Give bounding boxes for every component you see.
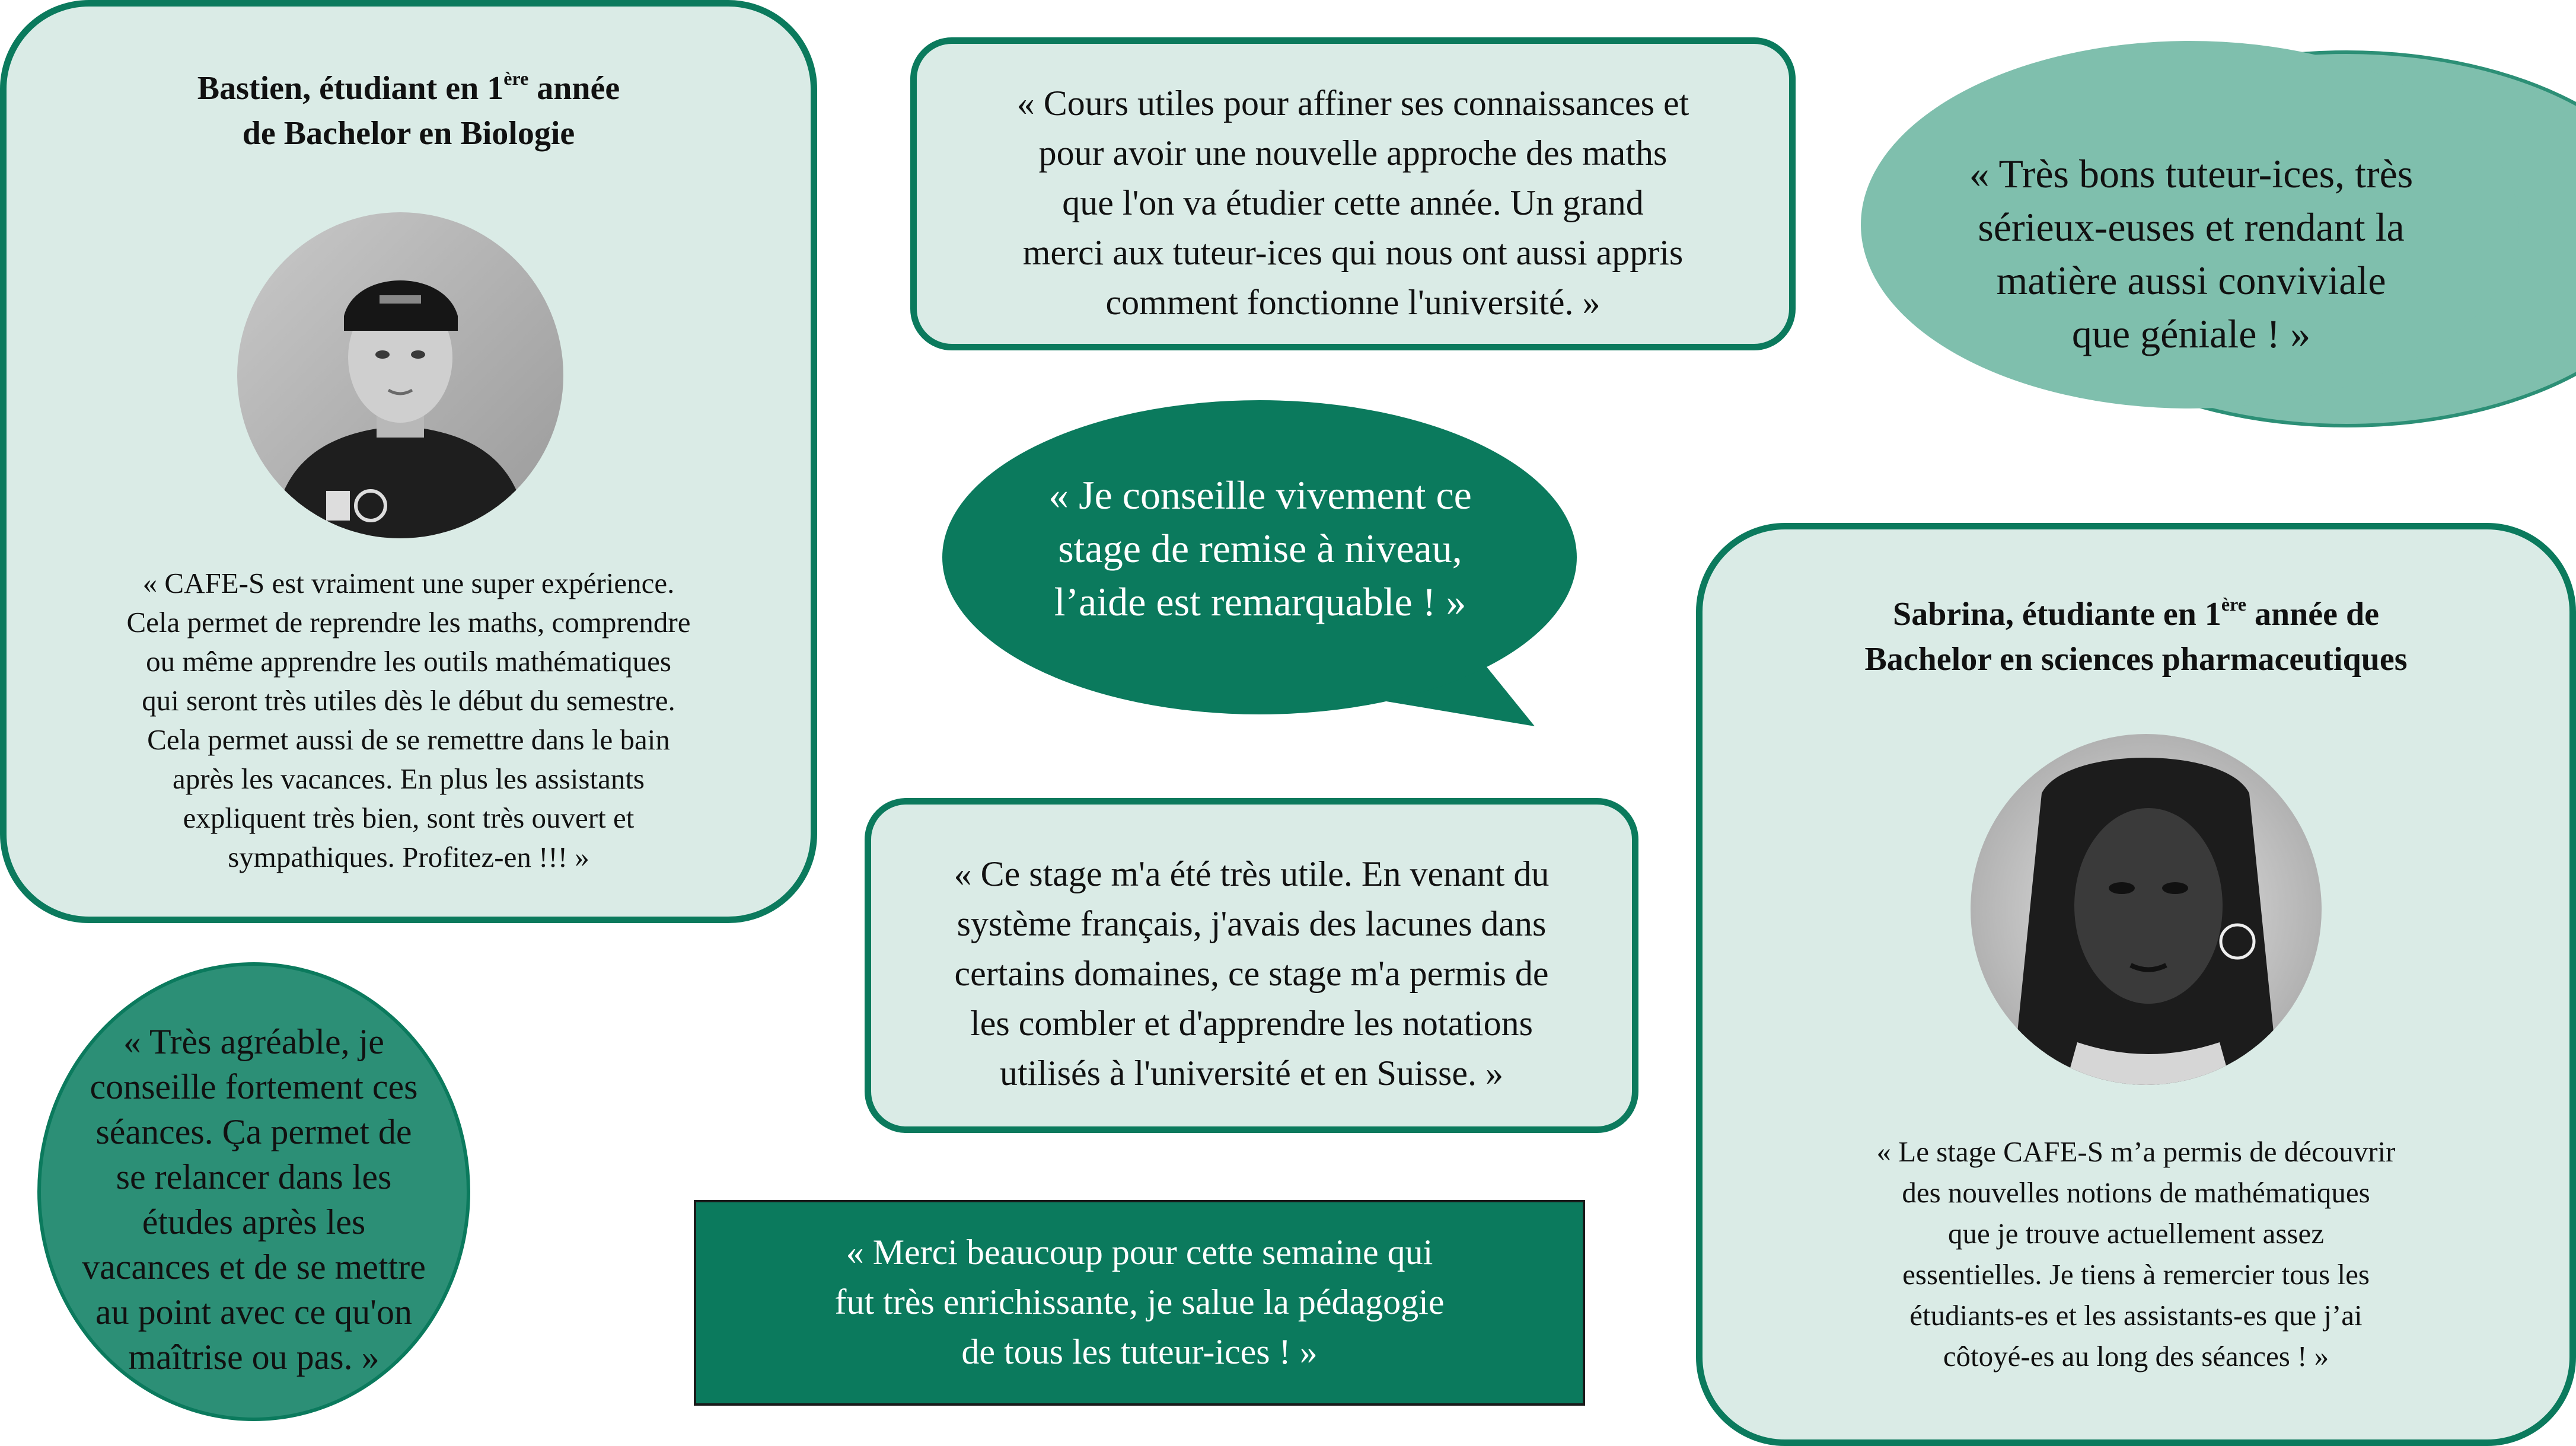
testimonial-merci-beaucoup xyxy=(694,1200,1585,1406)
ce-stage-quote: « Ce stage m'a été très utile. En venant du système français, j'avais des lacunes dans certains domaines, ce stage m'a permis de les combler et d'apprendre les notations utilisés à l'université et en Suisse. » xyxy=(954,854,1550,1093)
bastien-title: Bastien, étudiant en 1ère année de Bachelor en Biologie xyxy=(197,68,620,152)
tres-agreable-quote: « Très agréable, je conseille fortement ces séances. Ça permet de se relancer dans les études après les vacances et de se mettre au point avec ce qu'on maîtrise ou pas. » xyxy=(82,1022,426,1377)
sabrina-quote: « Le stage CAFE-S m’a permis de découvrir des nouvelles notions de mathématiques que je trouve actuellement assez essentielles. Je tiens à remercier tous les étudiants-es et les assistants-es que j’ai côtoyé-es au long des séances ! » xyxy=(1876,1135,2396,1372)
conseille-quote: « Je conseille vivement ce stage de remise à niveau, l’aide est remarquable ! » xyxy=(1048,473,1472,624)
bastien-quote: « CAFE-S est vraiment une super expérience. Cela permet de reprendre les maths, comprendre ou même apprendre les outils mathématiques qui seront très utiles dès le début du semestre. Cela permet aussi de se remettre dans le bain après les vacances. En plus les assistants expliquent très bien, sont très ouvert et sympathiques. Profitez-en !!! » xyxy=(126,567,691,873)
testimonial-ce-stage xyxy=(865,798,1638,1133)
testimonial-card-sabrina xyxy=(1696,523,2576,1446)
sabrina-photo-avatar xyxy=(1971,734,2322,1085)
merci-beaucoup-quote: « Merci beaucoup pour cette semaine qui fut très enrichissante, je salue la pédagogie de tous les tuteur-ices ! » xyxy=(834,1233,1445,1371)
tuteurs-quote: « Très bons tuteur-ices, très sérieux-euses et rendant la matière aussi conviviale que géniale ! » xyxy=(1969,151,2414,356)
cours-utiles-quote: « Cours utiles pour affiner ses connaissances et pour avoir une nouvelle approche des maths que l'on va étudier cette année. Un grand merci aux tuteur-ices qui nous ont aussi appris comment fonctionne l'université. » xyxy=(1016,84,1689,322)
testimonial-tres-agreable-circle xyxy=(37,962,470,1421)
sabrina-title: Sabrina, étudiante en 1ère année de Bachelor en sciences pharmaceutiques xyxy=(1864,593,2408,678)
conseille-quote-bubble xyxy=(973,468,1548,628)
